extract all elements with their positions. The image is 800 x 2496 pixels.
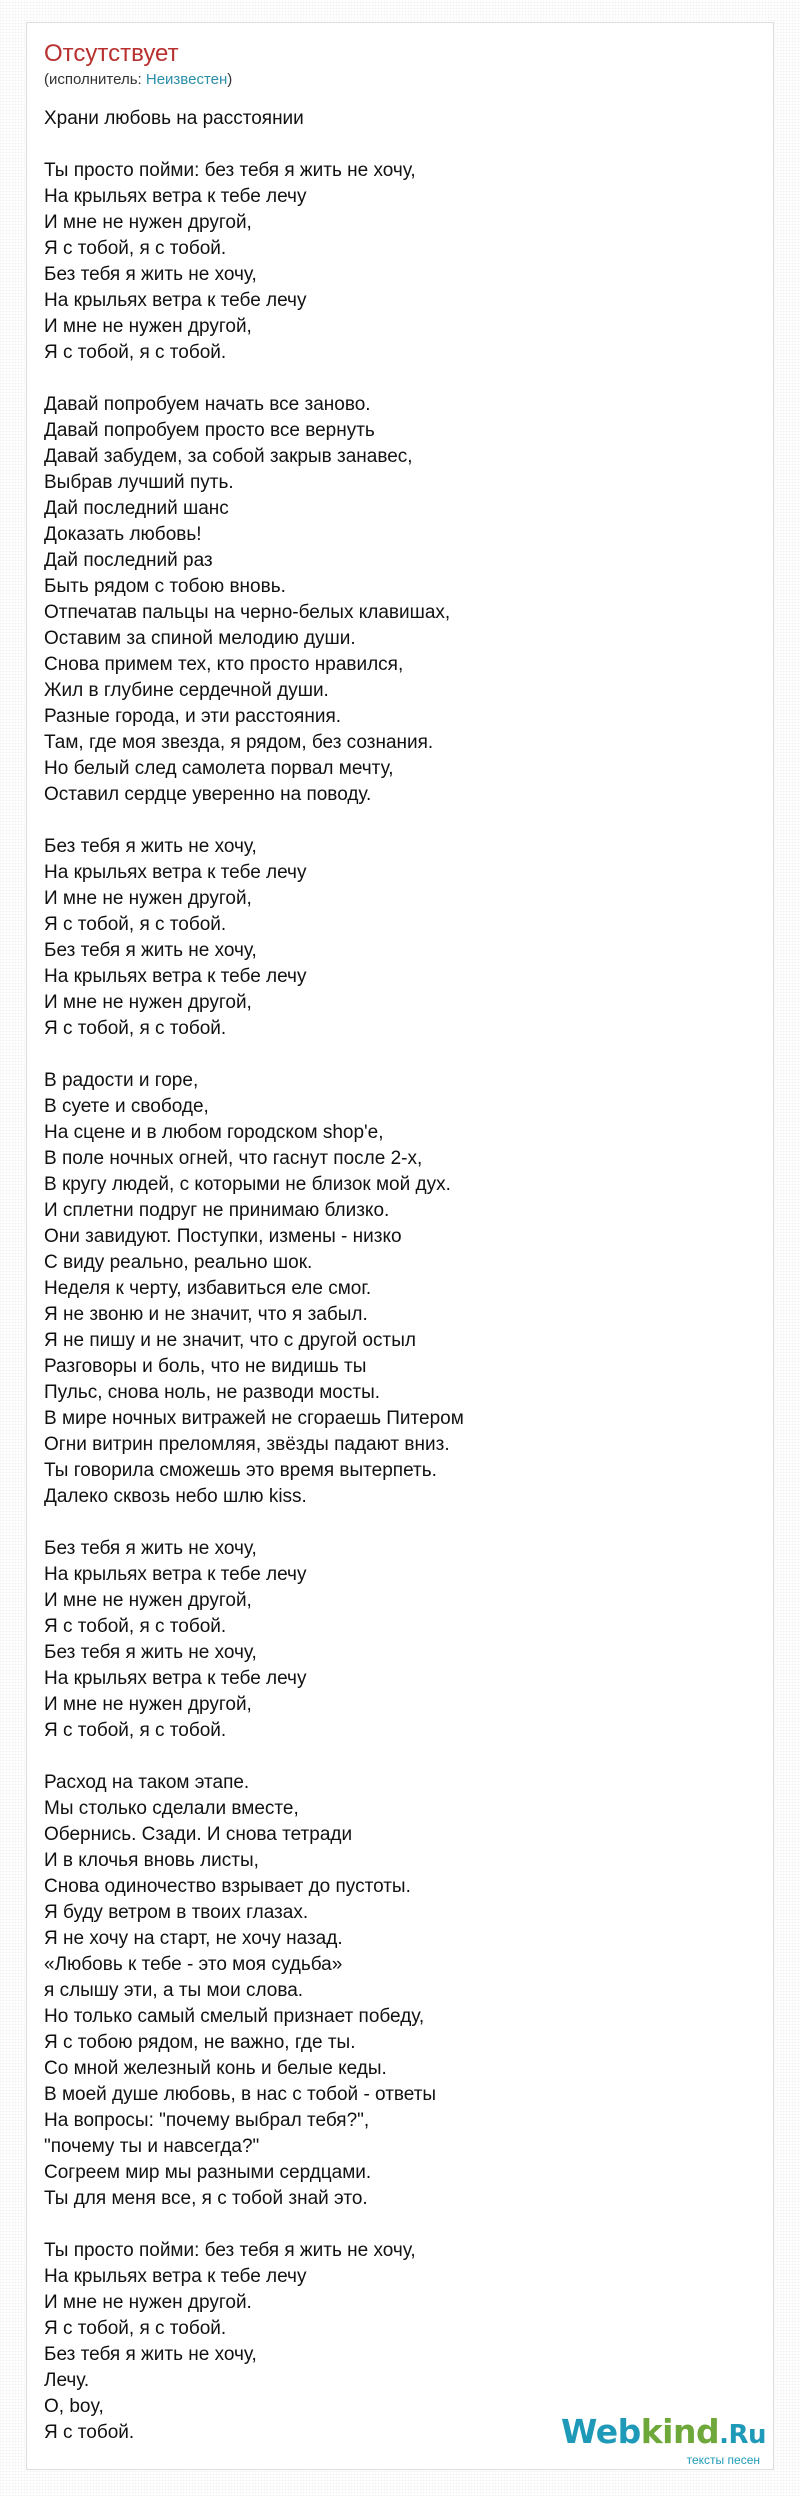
- artist-line: [44, 71, 232, 89]
- lyric-line: И мне не нужен другой,: [44, 1694, 252, 1715]
- lyric-line: В поле ночных огней, что гаснут после 2-х,: [44, 1148, 423, 1169]
- lyric-line: «Любовь к тебе - это моя судьба»: [44, 1954, 343, 1975]
- lyric-line: Без тебя я жить не хочу,: [44, 836, 257, 857]
- lyric-line: Я не хочу на старт, не хочу назад.: [44, 1928, 343, 1949]
- stanza-break: [44, 366, 764, 392]
- lyric-line: Разговоры и боль, что не видишь ты: [44, 1356, 367, 1377]
- lyric-line: Ты для меня все, я с тобой знай это.: [44, 2188, 368, 2209]
- lyric-line: Но белый след самолета порвал мечту,: [44, 758, 394, 779]
- lyric-line: На крыльях ветра к тебе лечу: [44, 1668, 307, 1689]
- lyric-line: Жил в глубине сердечной души.: [44, 680, 329, 701]
- lyric-line: Давай попробуем просто все вернуть: [44, 420, 375, 441]
- stanza-break: [44, 132, 764, 158]
- lyric-line: Расход на таком этапе.: [44, 1772, 250, 1793]
- logo-tagline: тексты песен: [686, 2453, 760, 2467]
- lyric-line: Без тебя я жить не хочу,: [44, 2344, 257, 2365]
- lyric-line: Я с тобой, я с тобой.: [44, 238, 227, 259]
- logo-wordmark: [556, 2414, 766, 2453]
- lyric-line: Храни любовь на расстоянии: [44, 108, 304, 129]
- lyric-line: В мире ночных витражей не сгораешь Питером: [44, 1408, 464, 1429]
- lyric-line: Отпечатав пальцы на черно-белых клавишах,: [44, 602, 451, 623]
- lyric-line: Я с тобой.: [44, 2422, 135, 2443]
- artist-link[interactable]: Неизвестен: [145, 71, 228, 88]
- lyric-line: Доказать любовь!: [44, 524, 202, 545]
- lyric-line: Ты просто пойми: без тебя я жить не хочу,: [44, 2240, 416, 2261]
- lyric-line: В кругу людей, с которыми не близок мой дух.: [44, 1174, 451, 1195]
- lyric-line: Без тебя я жить не хочу,: [44, 1538, 257, 1559]
- stanza-break: [44, 808, 764, 834]
- lyric-line: И мне не нужен другой,: [44, 212, 252, 233]
- webkind-logo[interactable]: [556, 2414, 766, 2472]
- artist-prefix: (исполнитель:: [44, 71, 146, 88]
- lyric-line: Давай попробуем начать все заново.: [44, 394, 371, 415]
- lyric-line: Дай последний шанс: [44, 498, 229, 519]
- lyric-line: Без тебя я жить не хочу,: [44, 1642, 257, 1663]
- lyric-line: Я с тобой, я с тобой.: [44, 1720, 227, 1741]
- lyric-line: Со мной железный конь и белые кеды.: [44, 2058, 387, 2079]
- lyric-line: Я с тобою рядом, не важно, где ты.: [44, 2032, 356, 2053]
- stanza-break: [44, 1744, 764, 1770]
- lyric-line: Оставил сердце уверенно на поводу.: [44, 784, 372, 805]
- lyric-line: Давай забудем, за собой закрыв занавес,: [44, 446, 413, 467]
- logo-ru: .Ru: [719, 2420, 766, 2450]
- lyric-line: O, boy,: [44, 2396, 104, 2417]
- lyric-line: И мне не нужен другой,: [44, 316, 252, 337]
- lyric-line: На крыльях ветра к тебе лечу: [44, 186, 307, 207]
- lyric-line: В суете и свободе,: [44, 1096, 209, 1117]
- lyric-line: Мы столько сделали вместе,: [44, 1798, 299, 1819]
- stanza-break: [44, 1042, 764, 1068]
- lyric-line: Огни витрин преломляя, звёзды падают вниз.: [44, 1434, 450, 1455]
- lyric-line: Согреем мир мы разными сердцами.: [44, 2162, 372, 2183]
- lyric-line: Оставим за спиной мелодию души.: [44, 628, 356, 649]
- lyric-line: На крыльях ветра к тебе лечу: [44, 1564, 307, 1585]
- lyric-line: Ты просто пойми: без тебя я жить не хочу,: [44, 160, 416, 181]
- lyric-line: Пульс, снова ноль, не разводи мосты.: [44, 1382, 380, 1403]
- lyric-line: И в клочья вновь листы,: [44, 1850, 259, 1871]
- lyric-line: Ты говорила сможешь это время вытерпеть.: [44, 1460, 437, 1481]
- lyric-line: На крыльях ветра к тебе лечу: [44, 862, 307, 883]
- lyric-line: И мне не нужен другой,: [44, 888, 252, 909]
- lyric-line: я слышу эти, а ты мои слова.: [44, 1980, 304, 2001]
- lyric-line: И сплетни подруг не принимаю близко.: [44, 1200, 390, 1221]
- lyric-line: На крыльях ветра к тебе лечу: [44, 966, 307, 987]
- lyric-line: И мне не нужен другой,: [44, 1590, 252, 1611]
- lyric-line: На сцене и в любом городском shop'е,: [44, 1122, 384, 1143]
- lyrics-text: [44, 106, 764, 2446]
- lyric-line: Я буду ветром в твоих глазах.: [44, 1902, 309, 1923]
- stanza-break: [44, 2212, 764, 2238]
- lyric-line: Далеко сквозь небо шлю kiss.: [44, 1486, 307, 1507]
- lyric-line: Выбрав лучший путь.: [44, 472, 234, 493]
- lyric-line: И мне не нужен другой,: [44, 992, 252, 1013]
- lyric-line: На крыльях ветра к тебе лечу: [44, 2266, 307, 2287]
- lyric-line: Без тебя я жить не хочу,: [44, 940, 257, 961]
- artist-suffix: ): [227, 71, 233, 88]
- lyric-line: В моей душе любовь, в нас с тобой - ответы: [44, 2084, 437, 2105]
- lyric-line: На крыльях ветра к тебе лечу: [44, 290, 307, 311]
- lyric-line: Я не пишу и не значит, что с другой остыл: [44, 1330, 416, 1351]
- lyric-line: Я с тобой, я с тобой.: [44, 914, 227, 935]
- song-title: Отсутствует: [44, 40, 179, 67]
- lyric-line: Разные города, и эти расстояния.: [44, 706, 342, 727]
- lyric-line: Я с тобой, я с тобой.: [44, 2318, 227, 2339]
- lyric-line: На вопросы: "почему выбрал тебя?",: [44, 2110, 370, 2131]
- lyric-line: Там, где моя звезда, я рядом, без сознания.: [44, 732, 434, 753]
- lyric-line: И мне не нужен другой.: [44, 2292, 252, 2313]
- lyric-line: Они завидуют. Поступки, измены - низко: [44, 1226, 402, 1247]
- lyric-line: "почему ты и навсегда?": [44, 2136, 260, 2157]
- lyric-line: Неделя к черту, избавиться еле смог.: [44, 1278, 372, 1299]
- lyric-line: Я с тобой, я с тобой.: [44, 1018, 227, 1039]
- logo-kind: kind: [640, 2412, 720, 2451]
- lyric-line: Быть рядом с тобою вновь.: [44, 576, 286, 597]
- lyric-line: Без тебя я жить не хочу,: [44, 264, 257, 285]
- stanza-break: [44, 1510, 764, 1536]
- lyric-line: С виду реально, реально шок.: [44, 1252, 313, 1273]
- lyric-line: Дай последний раз: [44, 550, 213, 571]
- lyric-line: Я с тобой, я с тобой.: [44, 342, 227, 363]
- logo-web: Web: [560, 2412, 641, 2451]
- lyric-line: Я с тобой, я с тобой.: [44, 1616, 227, 1637]
- lyric-line: Снова примем тех, кто просто нравился,: [44, 654, 404, 675]
- lyric-line: В радости и горе,: [44, 1070, 199, 1091]
- lyric-line: Снова одиночество взрывает до пустоты.: [44, 1876, 411, 1897]
- lyric-line: Обернись. Сзади. И снова тетради: [44, 1824, 353, 1845]
- lyric-line: Я не звоню и не значит, что я забыл.: [44, 1304, 368, 1325]
- lyric-line: Лечу.: [44, 2370, 90, 2391]
- lyric-line: Но только самый смелый признает победу,: [44, 2006, 425, 2027]
